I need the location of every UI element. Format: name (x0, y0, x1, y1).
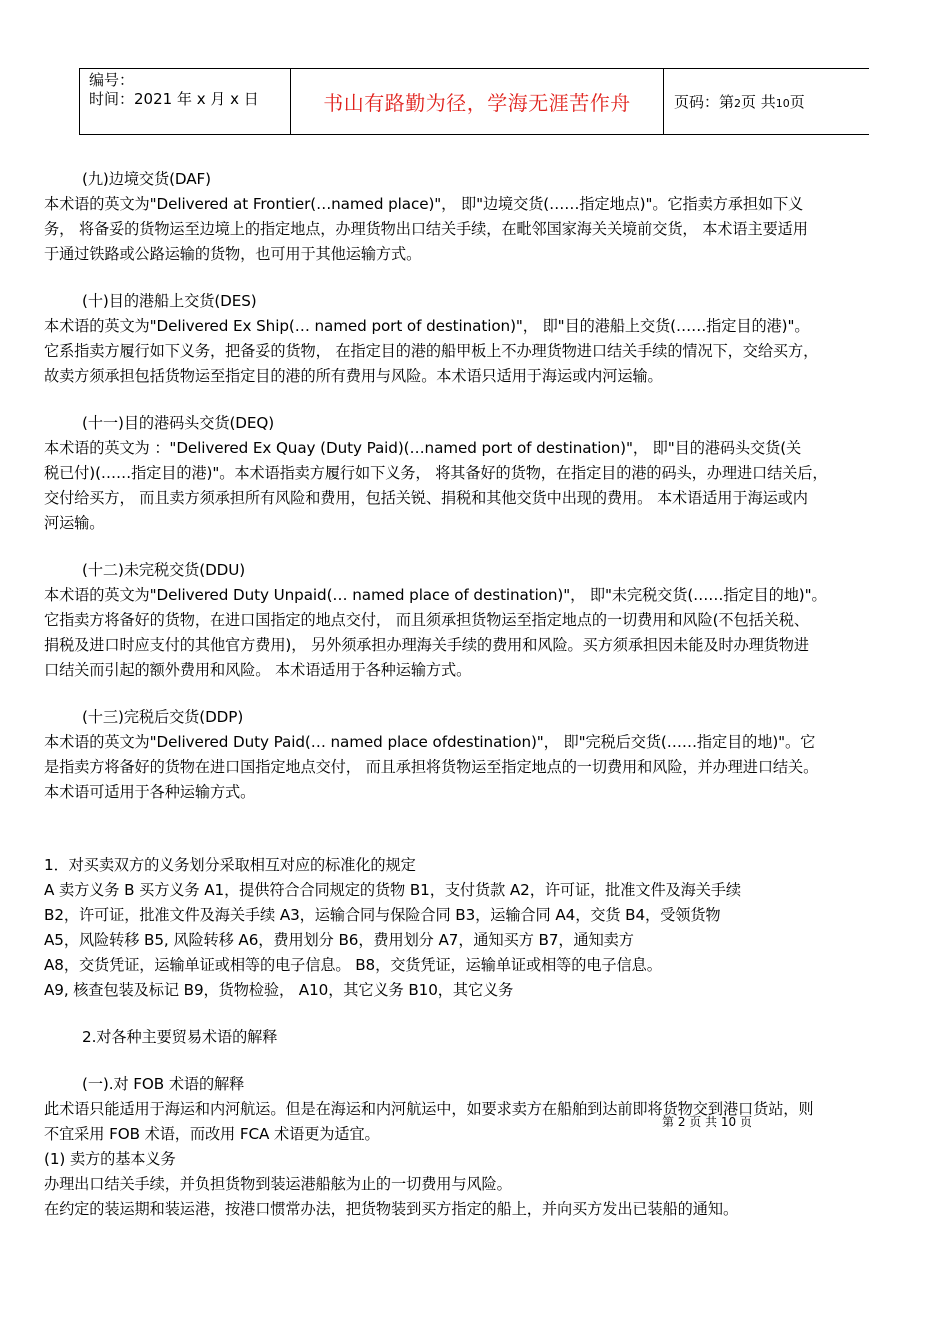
paragraph-line: 交付给买方， 而且卖方须承担所有风险和费用，包括关锐、捐税和其他交货中出现的费用。 本术语适用于海运或内 (44, 489, 808, 507)
paragraph-line: 它系指卖方履行如下义务，把备妥的货物， 在指定目的港的船甲板上不办理货物进口结关手续的情况下，交给买方， (44, 342, 819, 360)
paragraph-line: 本术语的英文为"Delivered Duty Unpaid(… named place of destination)"， 即"未完税交货(……指定目的地)"。 (44, 586, 827, 604)
section-ddu (44, 558, 912, 683)
header-motto: 书山有路勤为径，学海无涯苦作舟 (291, 69, 664, 135)
paragraph-line: 是指卖方将备好的货物在进口国指定地点交付， 而且承担将货物运至指定地点的一切费用和风险，并办理进口结关。 (44, 758, 819, 776)
paragraph-line: 办理出口结关手续，并负担货物到装运港船舷为止的一切费用与风险。 (44, 1175, 512, 1193)
time-label: 时间：2021 年 x 月 x 日 (89, 90, 259, 108)
section-explanations (44, 1025, 912, 1222)
page-mid: 页 共 (741, 93, 776, 111)
footer-page-number: 第 2 页 共 10 页 (662, 1115, 752, 1129)
page-label: 页码：第 (674, 93, 735, 111)
section-obligations (44, 853, 912, 1003)
paragraph-line: (1) 卖方的基本义务 (44, 1150, 176, 1168)
header-meta-cell (80, 69, 291, 135)
paragraph-line: 此术语只能适用于海运和内河航运。但是在海运和内河航运中，如要求卖方在船舶到达前即将货物交到港口货站，则 (44, 1100, 814, 1118)
paragraph-line: 河运输。 (44, 514, 105, 532)
paragraph-line: A8，交货凭证，运输单证或相等的电子信息。 B8，交货凭证，运输单证或相等的电子信息。 (44, 956, 662, 974)
paragraph-line: B2，许可证，批准文件及海关手续 A3，运输合同与保险合同 B3，运输合同 A4，交货 B4，受领货物 (44, 906, 721, 924)
section-heading: (十三)完税后交货(DDP) (82, 708, 244, 726)
paragraph-line: 本术语的英文为"Delivered Ex Ship(… named port of destination)"， 即"目的港船上交货(……指定目的港)"。 (44, 317, 810, 335)
paragraph-line: 它指卖方将备好的货物，在进口国指定的地点交付， 而且须承担货物运至指定地点的一切费用和风险(不包括关税、 (44, 611, 809, 629)
paragraph-line: 务， 将备妥的货物运至边境上的指定地点，办理货物出口结关手续，在毗邻国家海关关境前交货， 本术语主要适用 (44, 220, 808, 238)
section-heading: (九)边境交货(DAF) (82, 170, 211, 188)
paragraph-line: 于通过铁路或公路运输的货物，也可用于其他运输方式。 (44, 245, 422, 263)
page-total: 10 (775, 97, 790, 110)
page-current: 2 (734, 97, 742, 110)
section-daf (44, 167, 912, 267)
section-heading: (十一)目的港码头交货(DEQ) (82, 414, 275, 432)
paragraph-line: 本术语可适用于各种运输方式。 (44, 783, 256, 801)
paragraph-line: 口结关而引起的额外费用和风险。 本术语适用于各种运输方式。 (44, 661, 472, 679)
paragraph-line: A 卖方义务 B 买方义务 A1，提供符合合同规定的货物 B1，支付货款 A2，许可证，批准文件及海关手续 (44, 881, 741, 899)
section-heading: (十)目的港船上交货(DES) (82, 292, 257, 310)
section-ddp (44, 705, 912, 805)
section-heading: (十二)未完税交货(DDU) (82, 561, 246, 579)
section-deq (44, 411, 912, 536)
paragraph-line: 故卖方须承担包括货物运至指定目的港的所有费用与风险。本术语只适用于海运或内河运输。 (44, 367, 663, 385)
paragraph-line: 本术语的英文为"Delivered at Frontier(…named place)"， 即"边境交货(……指定地点)"。它指卖方承担如下义 (44, 195, 804, 213)
paragraph-line: 不宜采用 FOB 术语，而改用 FCA 术语更为适宜。 (44, 1125, 380, 1143)
section-heading: (一).对 FOB 术语的解释 (82, 1075, 245, 1093)
paragraph-line: 本术语的英文为"Delivered Duty Paid(… named place ofdestination)"， 即"完税后交货(……指定目的地)"。它 (44, 733, 816, 751)
document-body (44, 167, 912, 1222)
document-header (79, 68, 869, 135)
paragraph-line: A9, 核查包装及标记 B9，货物检验， A10，其它义务 B10，其它义务 (44, 981, 514, 999)
paragraph-line: 在约定的装运期和装运港，按港口惯常办法，把货物装到买方指定的船上，并向买方发出已装船的通知。 (44, 1200, 739, 1218)
header-page-cell (664, 69, 870, 135)
paragraph-line: A5，风险转移 B5, 风险转移 A6，费用划分 B6，费用划分 A7，通知买方 B7，通知卖方 (44, 931, 634, 949)
paragraph-line: 税已付)(……指定目的港)"。本术语指卖方履行如下义务， 将其备好的货物，在指定目的港的码头，办理进口结关后， (44, 464, 828, 482)
number-label: 编号： (89, 71, 135, 89)
paragraph-line: 捐税及进口时应支付的其他官方费用)， 另外须承担办理海关手续的费用和风险。买方须承担因未能及时办理货物进 (44, 636, 809, 654)
section-heading: 2.对各种主要贸易术语的解释 (82, 1028, 278, 1046)
section-des (44, 289, 912, 389)
page-end: 页 (789, 93, 805, 111)
section-heading: 1．对买卖双方的义务划分采取相互对应的标准化的规定 (44, 856, 416, 874)
paragraph-line: 本术语的英文为 ："Delivered Ex Quay (Duty Paid)(…named port of destination)"， 即"目的港码头交货(关 (44, 439, 802, 457)
